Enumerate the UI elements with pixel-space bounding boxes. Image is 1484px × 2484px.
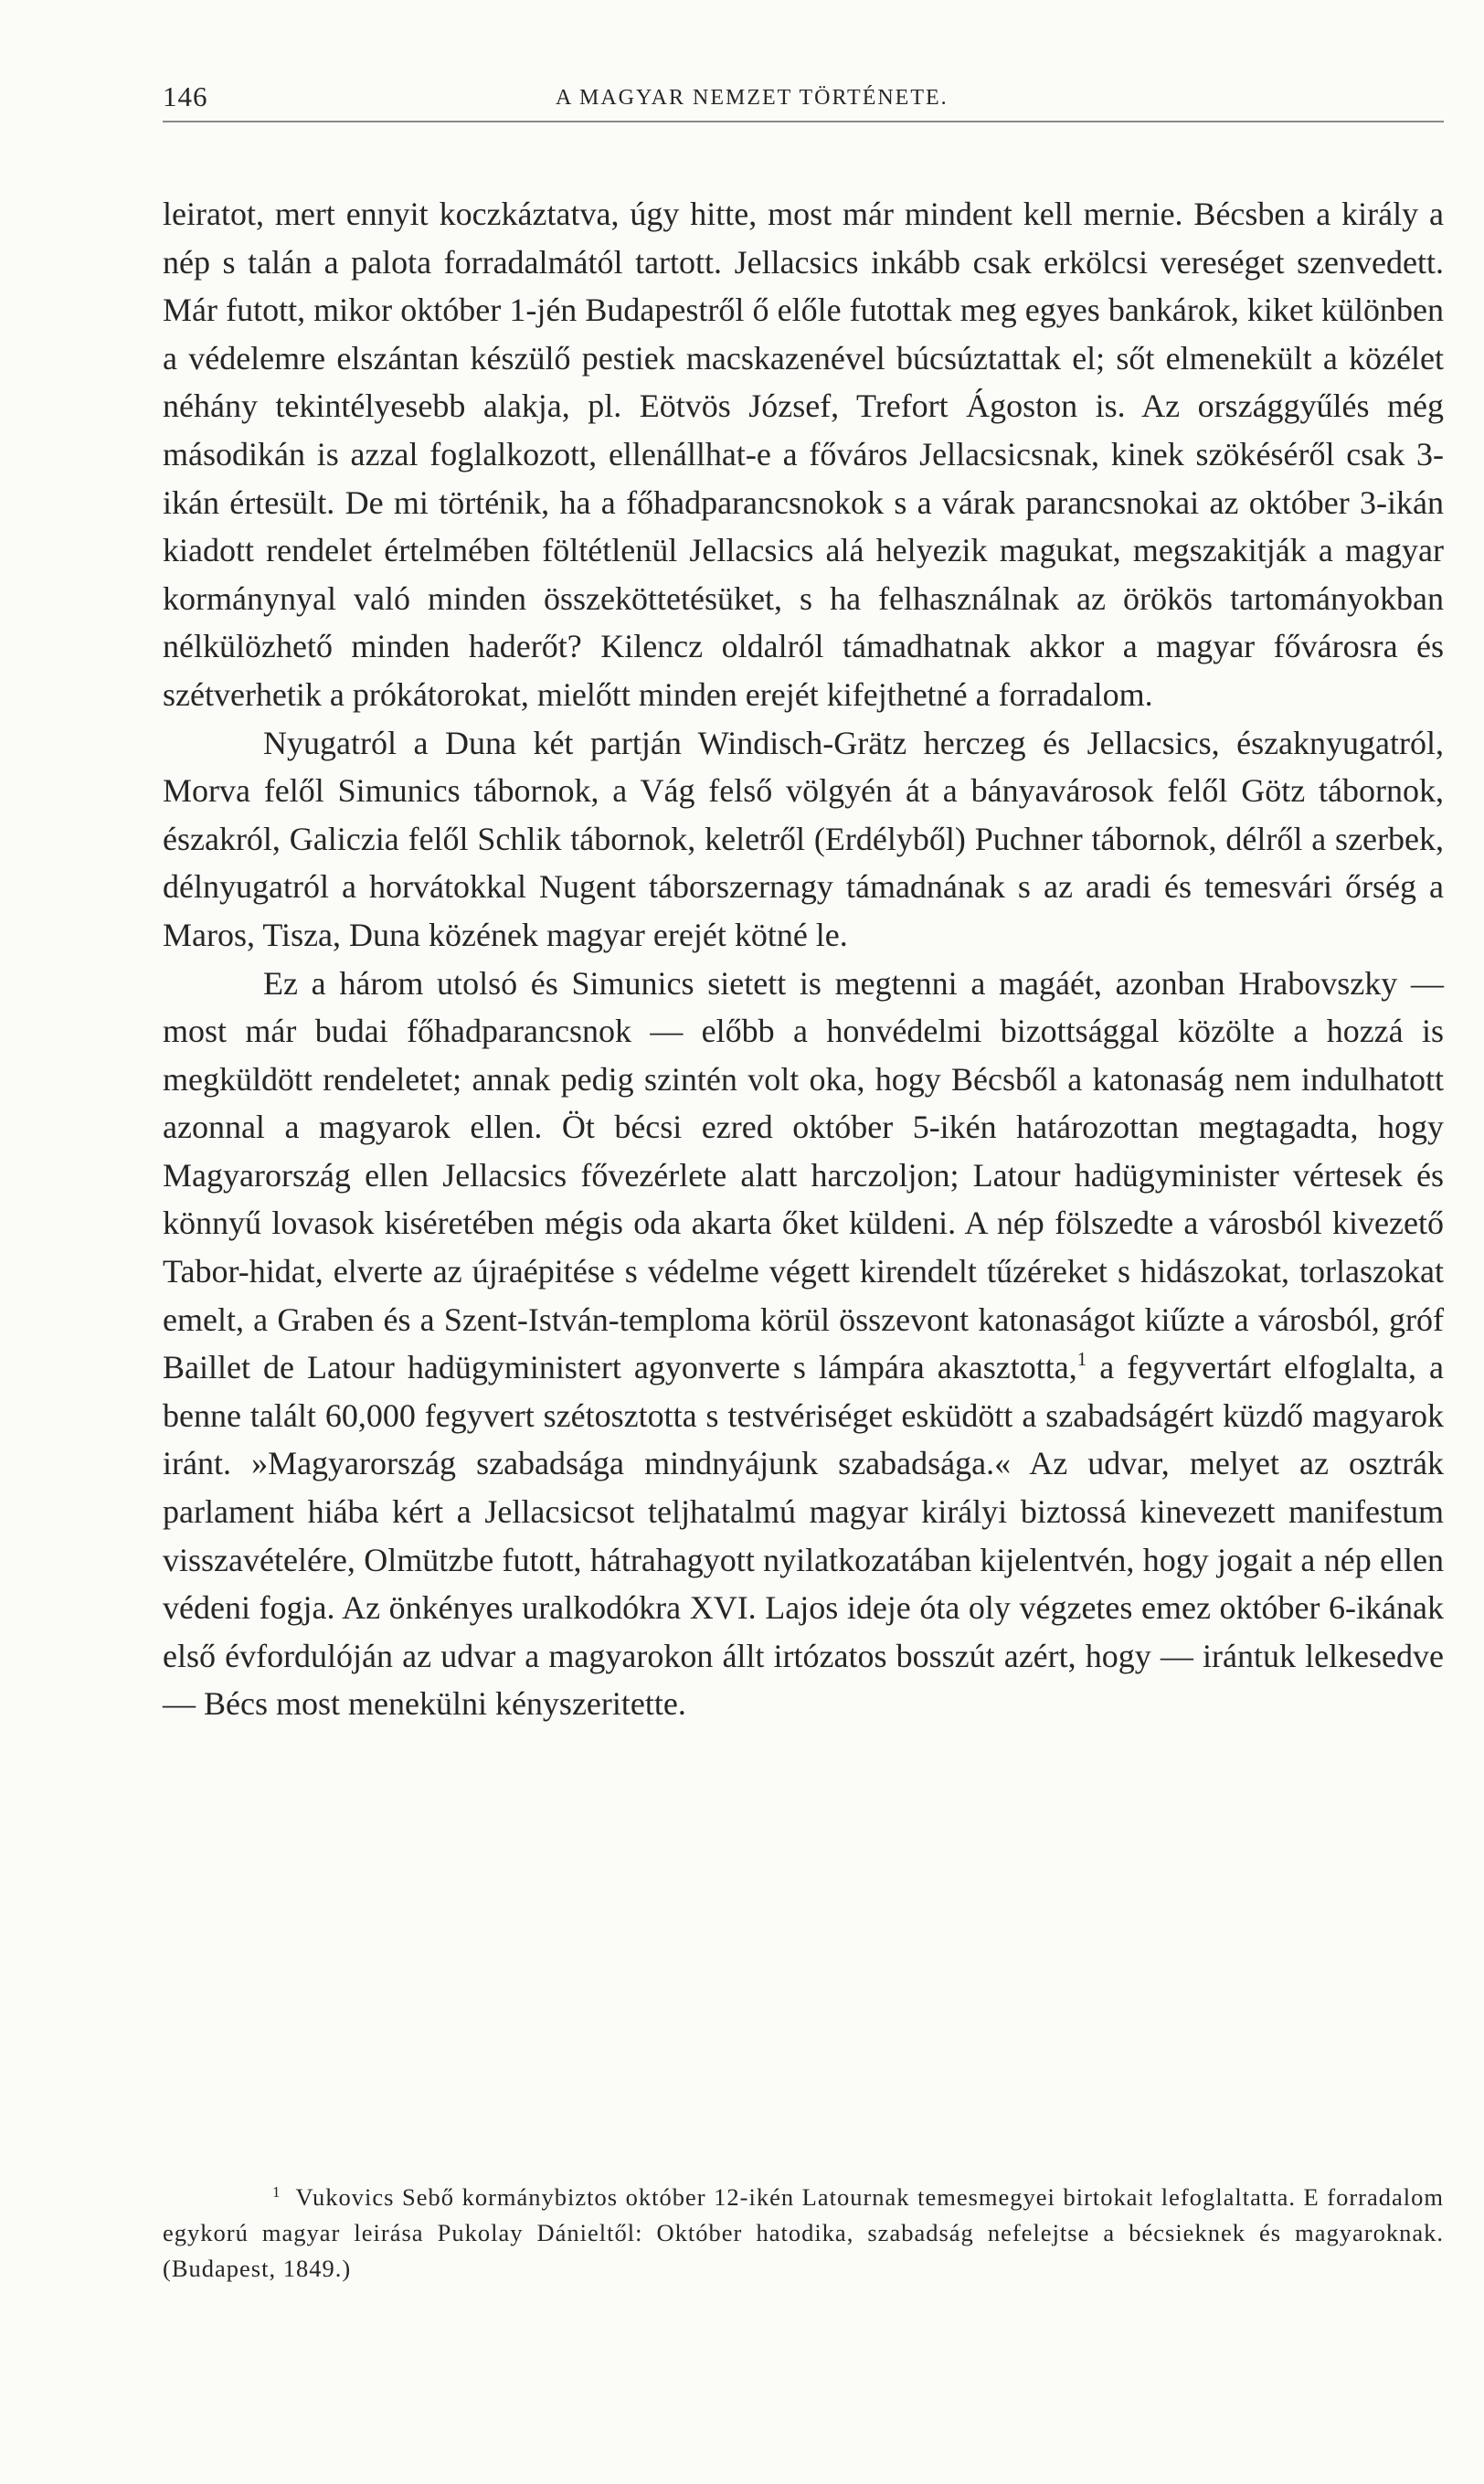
running-title: A MAGYAR NEMZET TÖRTÉNETE. [556, 86, 949, 110]
page-header [163, 79, 1444, 122]
page-number: 146 [163, 80, 208, 112]
paragraph-text-continued: a fegyvertárt elfoglalta, a benne talált 60,000 fegyvert szétosztotta s testvériséget esküdött a szabadságért küzdő magyarok iránt. »Magyarország szabadsága mindnyájunk szabadsága.« Az udvar, melyet az osztrák parlament hiába kért a Jellacsicsot teljhatalmú magyar királyi biztossá kinevezett manifestum visszavételére, Olmützbe futott, hátrahagyott nyilatkozatában kijelentvén, hogy jogait a nép ellen védeni fogja. Az önkényes uralkodókra XVI. Lajos ideje óta oly végzetes emez október 6-ikának első évfordulóján az udvar a magyarokon állt irtózatos bosszút azért, hogy — irántuk lelkesedve — Bécs most menekülni kényszeritette. [163, 1349, 1445, 1723]
footnote-reference[interactable]: 1 [1076, 1348, 1087, 1371]
main-text [163, 190, 1444, 1728]
paragraph [163, 960, 1444, 1729]
paragraph: leiratot, mert ennyit koczkáztatva, úgy hitte, most már mindent kell mernie. Bécsben a király a nép s talán a palota forradalmától tartott. Jellacsics inkább csak erkölcsi vereséget szenvedett. Már futott, mikor október 1-jén Budapestről ő előle futottak meg egyes bankárok, kiket különben a védelemre elszántan készülő pestiek macskazenével búcsúztattak el; sőt elmenekült a közélet néhány tekintélyesebb alakja, pl. Eötvös József, Trefort Ágoston is. Az országgyűlés még másodikán is azzal foglalkozott, ellenállhat-e a főváros Jellacsicsnak, kinek szökéséről csak 3-ikán értesült. De mi történik, ha a főhadparancsnokok s a várak parancsnokai az október 3-ikán kiadott rendelet értelmében föltétlenül Jellacsics alá helyezik magukat, megszakitják a magyar kormánynyal való minden összeköttetésüket, s ha felhasználnak az örökös tartományokban nélkülözhető minden haderőt? Kilencz oldalról támadhatnak akkor a magyar fővárosra és szétverhetik a prókátorokat, mielőtt minden erejét kifejthetné a forradalom. [163, 196, 1444, 713]
footnote-text: Vukovics Sebő kormánybiztos október 12-ikén Latournak temesmegyei birtokait lefoglaltatta. E forradalom egykorú magyar leirása Pukolay Dánieltől: Október hatodika, szabadság nefelejtse a bécsieknek és magyaroknak. (Budapest, 1849.) [163, 2183, 1444, 2282]
paragraph-text: Ez a három utolsó és Simunics sietett is megtenni a magáét, azonban Hrabovszky — most már budai főhadparancsnok — előbb a honvédelmi bizottsággal közölte a hozzá is megküldött rendeletet; annak pedig szintén volt oka, hogy Bécsből a katonaság nem indulhatott azonnal a magyarok ellen. Öt bécsi ezred október 5-ikén határozottan megtagadta, hogy Magyarország ellen Jellacsics fővezérlete alatt harczoljon; Latour hadügyminister vértesek és könnyű lovasok kiséretében mégis oda akarta őket küldeni. A nép fölszedte a városból kivezető Tabor-hidat, elverte az újraépitése s védelme végett kirendelt tűzéreket s hidászokat, torlaszokat emelt, a Graben és a Szent-István-temploma körül összevont katonaságot kiűzte a városból, gróf Baillet de Latour hadügyministert agyonverte s lámpára akasztotta, [163, 964, 1444, 1386]
paragraph: Nyugatról a Duna két partján Windisch-Grätz herczeg és Jellacsics, északnyugatról, Morva felől Simunics tábornok, a Vág felső völgyén át a bányavárosok felől Götz tábornok, északról, Galiczia felől Schlik tábornok, keletről (Erdélyből) Puchner tábornok, délről a szerbek, délnyugatról a horvátokkal Nugent táborszernagy támadnának s az aradi és temesvári őrség a Maros, Tisza, Duna közének magyar erejét kötné le. [163, 724, 1444, 953]
footnote [163, 2180, 1444, 2287]
footnote-marker: 1 [272, 2183, 281, 2201]
footnotes [163, 2180, 1444, 2287]
